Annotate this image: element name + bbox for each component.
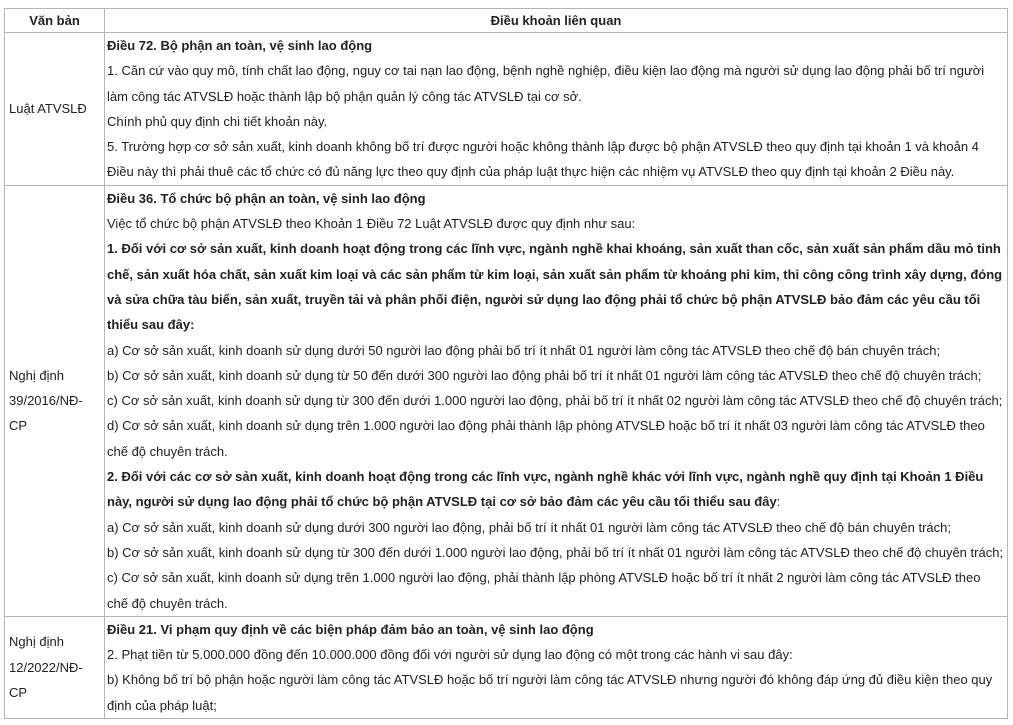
header-document: Văn bản (5, 9, 105, 33)
provision-paragraph: d) Cơ sở sản xuất, kinh doanh sử dụng trên 1.000 người lao động phải thành lập phòng ATVSLĐ hoặc bố trí ít nhất 03 người làm công tác ATVSLĐ theo chế độ chuyên trách. (107, 418, 985, 459)
article-heading: Điều 21. Vi phạm quy định về các biện pháp đảm bảo an toàn, vệ sinh lao động (107, 621, 594, 637)
header-related-provisions: Điều khoản liên quan (105, 9, 1008, 33)
provision-paragraph: b) Cơ sở sản xuất, kinh doanh sử dụng từ 300 đến dưới 1.000 người lao động, phải bố trí ít nhất 01 người làm công tác ATVSLĐ theo chế độ chuyên trách; (107, 544, 1004, 560)
row-provisions-cell (105, 616, 1008, 718)
provision-paragraph: Việc tổ chức bộ phận ATVSLĐ theo Khoản 1 Điều 72 Luật ATVSLĐ được quy định như sau: (107, 216, 636, 232)
provision-paragraph: a) Cơ sở sản xuất, kinh doanh sử dụng dưới 50 người lao động phải bố trí ít nhất 01 người làm công tác ATVSLĐ theo chế độ bán chuyên trách; (107, 342, 941, 358)
provision-paragraph: 5. Trường hợp cơ sở sản xuất, kinh doanh không bố trí được người hoặc không thành lập được bộ phận ATVSLĐ theo quy định tại khoản 1 và khoản 4 Điều này thì phải thuê các tổ chức có đủ năng lực theo quy định của pháp luật thực hiện các nhiệm vụ ATVSLĐ theo quy định tại khoản 2 Điều này. (107, 139, 979, 180)
legal-provisions-table (4, 8, 1008, 719)
provision-clause-bold-wrapper (107, 464, 1004, 515)
article-heading: Điều 72. Bộ phận an toàn, vệ sinh lao động (107, 38, 373, 53)
table-row (5, 185, 1008, 616)
provision-clause-bold: 2. Đối với các cơ sở sản xuất, kinh doanh hoạt động trong các lĩnh vực, ngành nghề khác với lĩnh vực, ngành nghề quy định tại Khoản 1 Điều này, người sử dụng lao động phải tổ chức bộ phận ATVSLĐ tại cơ sở bảo đảm các yêu cầu tối thiểu sau đây (107, 469, 984, 510)
table-header-row (5, 9, 1008, 33)
provision-paragraph: c) Cơ sở sản xuất, kinh doanh sử dụng từ 300 đến dưới 1.000 người lao động, phải bố trí ít nhất 02 người làm công tác ATVSLĐ theo chế độ chuyên trách; (107, 393, 1003, 409)
row-document-label: Nghị định 12/2022/NĐ-CP (5, 616, 105, 718)
row-document-label: Luật ATVSLĐ (5, 33, 105, 186)
row-provisions-cell (105, 185, 1008, 616)
provision-paragraph: c) Cơ sở sản xuất, kinh doanh sử dụng trên 1.000 người lao động, phải thành lập phòng ATVSLĐ hoặc bố trí ít nhất 2 người làm công tác ATVSLĐ theo chế độ chuyên trách. (107, 570, 981, 611)
article-heading: Điều 36. Tổ chức bộ phận an toàn, vệ sinh lao động (107, 190, 426, 206)
provision-paragraph: Chính phủ quy định chi tiết khoản này. (107, 113, 328, 129)
clause-suffix: : (776, 494, 781, 510)
provision-clause-bold: 1. Đối với cơ sở sản xuất, kinh doanh hoạt động trong các lĩnh vực, ngành nghề khai khoáng, sản xuất than cốc, sản xuất sản phẩm dầu mỏ tinh chế, sản xuất hóa chất, sản xuất kim loại và các sản phẩm từ kim loại, sản xuất sản phẩm từ khoáng phi kim, thi công công trình xây dựng, đóng và sửa chữa tàu biển, sản xuất, truyền tải và phân phối điện, người sử dụng lao động phải tổ chức bộ phận ATVSLĐ bảo đảm các yêu cầu tối thiểu sau đây: (107, 241, 1003, 333)
provision-paragraph: 1. Căn cứ vào quy mô, tính chất lao động, nguy cơ tai nạn lao động, bệnh nghề nghiệp, điều kiện lao động mà người sử dụng lao động phải bố trí người làm công tác ATVSLĐ hoặc thành lập bộ phận quản lý công tác ATVSLĐ tại cơ sở. (107, 63, 985, 104)
table-row (5, 33, 1008, 186)
row-document-label: Nghị định 39/2016/NĐ-CP (5, 185, 105, 616)
provision-paragraph: a) Cơ sở sản xuất, kinh doanh sử dụng dưới 300 người lao động, phải bố trí ít nhất 01 người làm công tác ATVSLĐ theo chế độ bán chuyên trách; (107, 519, 951, 535)
provision-paragraph: 2. Phạt tiền từ 5.000.000 đồng đến 10.000.000 đồng đối với người sử dụng lao động có một trong các hành vi sau đây: (107, 647, 793, 663)
table-row (5, 616, 1008, 718)
provision-paragraph: b) Cơ sở sản xuất, kinh doanh sử dụng từ 50 đến dưới 300 người lao động phải bố trí ít nhất 01 người làm công tác ATVSLĐ theo chế độ chuyên trách; (107, 367, 982, 383)
provision-paragraph: b) Không bố trí bộ phận hoặc người làm công tác ATVSLĐ hoặc bố trí người làm công tác ATVSLĐ nhưng người đó không đáp ứng đủ điều kiện theo quy định của pháp luật; (107, 672, 993, 713)
row-provisions-cell (105, 33, 1008, 186)
